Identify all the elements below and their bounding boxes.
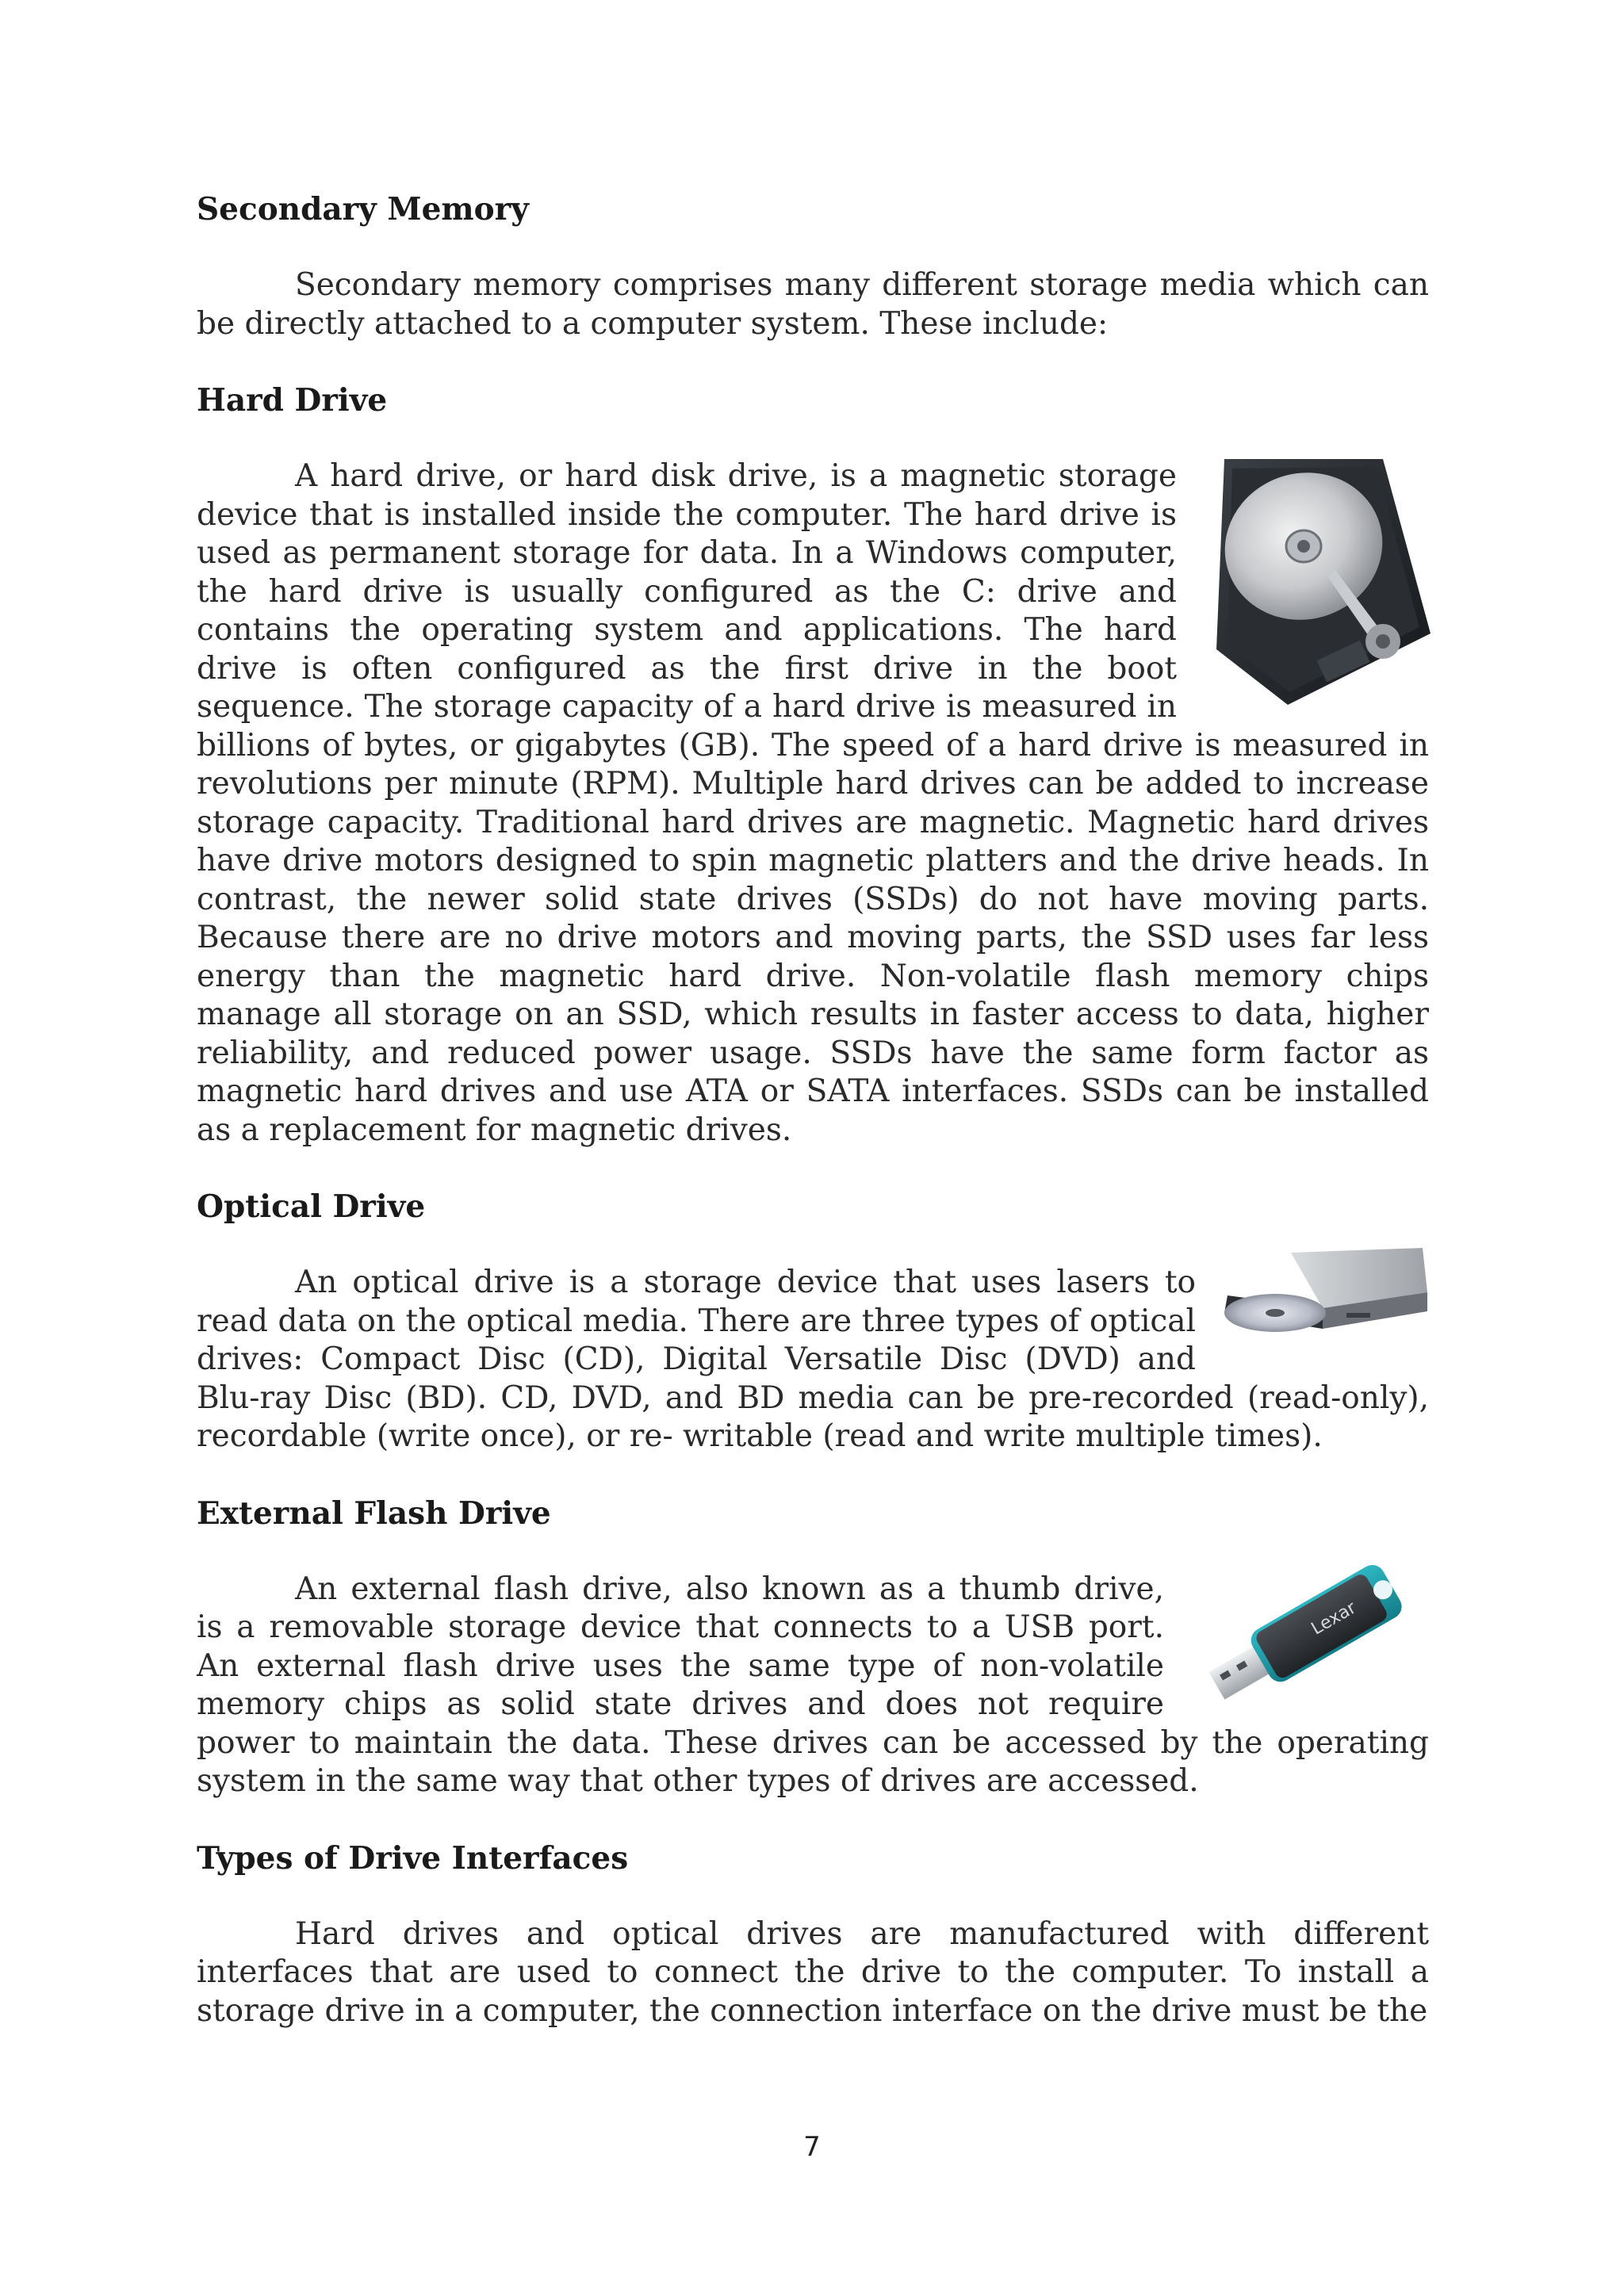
hard-drive-text: A hard drive, or hard disk drive, is a magnetic storage device that is installed inside the computer. The hard drive is used as permanent storage for data. In a Windows computer, the hard drive is usually configured as the C: drive and contains the operating system and applications. The hard drive is often configured as the first drive in the boot sequence. The storage capacity of a hard drive is measured in billions of bytes, or gigabytes (GB). The speed of a hard drive is measured in revolutions per minute (RPM). Multiple hard drives can be added to increase storage capacity. Traditional hard drives are magnetic. Magnetic hard drives have drive motors designed to spin magnetic platters and the drive heads. In contrast, the newer solid state drives (SSDs) do not have moving parts. Because there are no drive motors and moving parts, the SSD uses far less energy than the magnetic hard drive. Non-volatile flash memory chips manage all storage on an SSD, which results in faster access to data, higher reliability, and reduced power usage. SSDs have the same form factor as magnetic hard drives and use ATA or SATA interfaces. SSDs can be installed as a replacement for magnetic drives.: [197, 458, 1429, 1148]
paragraph-external-flash-drive: [197, 1571, 1429, 1801]
hard-drive-image: [1201, 451, 1438, 710]
heading-secondary-memory: Secondary Memory: [197, 191, 529, 228]
hard-drive-section: [197, 457, 1429, 1150]
heading-optical-drive: Optical Drive: [197, 1188, 426, 1225]
heading-drive-interfaces: Types of Drive Interfaces: [197, 1839, 629, 1877]
page-number: 7: [803, 2131, 821, 2163]
heading-hard-drive: Hard Drive: [197, 382, 388, 419]
optical-drive-text: An optical drive is a storage device that uses lasers to read data on the optical media. There are three types of optical drives: Compact Disc (CD), Digital Versatile Disc (DVD) and Blu-ray Disc (BD). CD, DVD, and BD media can be pre-recorded (read-only), recordable (write once), or re- writable (read and write multiple times).: [197, 1265, 1429, 1454]
paragraph-secondary-memory: Secondary memory comprises many different storage media which can be directly attached to a computer system. These include:: [197, 267, 1429, 342]
paragraph-drive-interfaces: Hard drives and optical drives are manufactured with different interfaces that are used to connect the drive to the computer. To install a storage drive in a computer, the connection interface on the drive must be the: [197, 1915, 1429, 2029]
heading-external-flash-drive: External Flash Drive: [197, 1494, 551, 1532]
page-content: [197, 190, 1429, 2068]
usb-brand-label: Lexar: [1308, 1598, 1360, 1640]
optical-drive-image: [1220, 1248, 1429, 1346]
paragraph-hard-drive: [197, 457, 1429, 1150]
usb-flash-drive-image: [1188, 1548, 1426, 1715]
external-flash-drive-text: An external flash drive, also known as a thumb drive, is a removable storage device that connects to a USB port. An external flash drive uses the same type of non-volatile memory chips as solid state drives and does not require power to maintain the data. These drives can be accessed by the operating system in the same way that other types of drives are accessed.: [197, 1571, 1429, 1799]
paragraph-optical-drive: [197, 1264, 1429, 1456]
